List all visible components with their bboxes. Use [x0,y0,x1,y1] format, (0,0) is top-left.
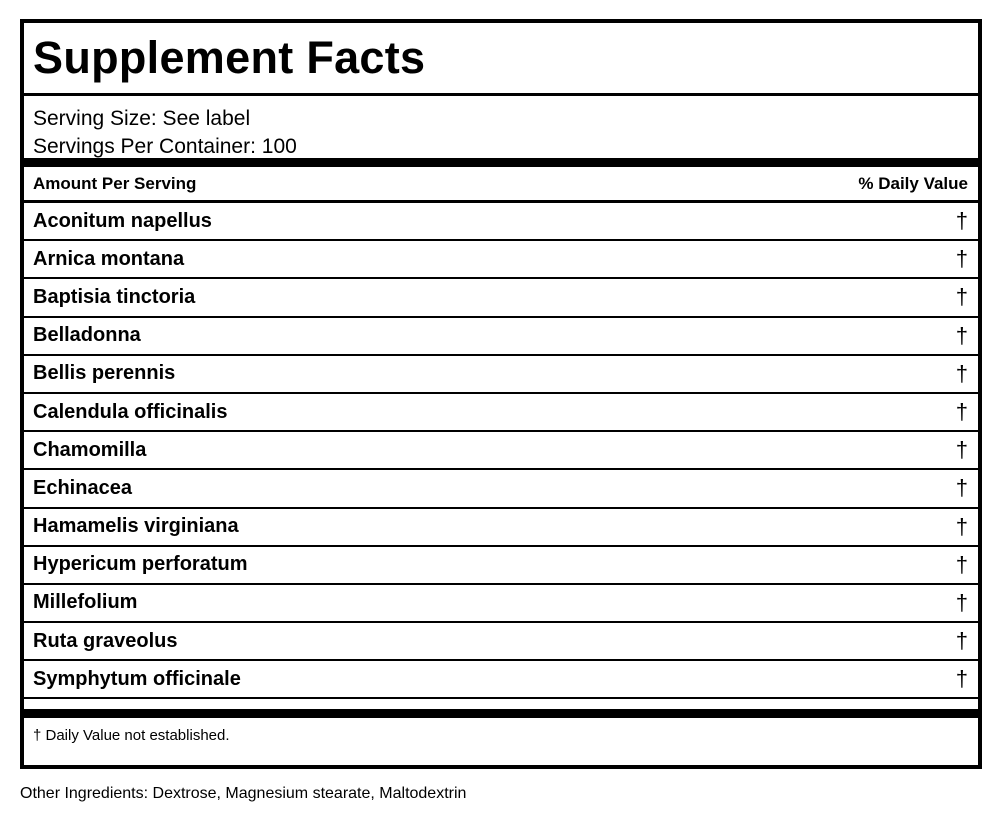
serving-size: Serving Size: See label [33,107,251,130]
amount-per-serving-header: Amount Per Serving [33,173,197,193]
ingredient-row [24,241,978,279]
other-ingredients: Other Ingredients: Dextrose, Magnesium stearate, Maltodextrin [20,785,467,802]
ingredient-name: Hypericum perforatum [33,553,248,576]
ingredient-daily-value: † [955,246,968,272]
ingredient-name: Belladonna [33,324,141,347]
ingredient-name: Arnica montana [33,247,185,270]
ingredient-row [24,318,978,356]
ingredient-name: Ruta graveolus [33,629,178,652]
ingredient-row [24,394,978,432]
ingredient-daily-value: † [955,628,968,654]
divider-bar [24,709,978,718]
ingredient-name: Calendula officinalis [33,400,228,423]
ingredient-name: Chamomilla [33,438,147,461]
supplement-facts-panel [20,19,982,769]
ingredient-row [24,356,978,394]
ingredient-daily-value: † [955,399,968,425]
ingredient-row [24,203,978,241]
ingredient-daily-value: † [955,322,968,348]
ingredient-name: Bellis perennis [33,362,176,385]
ingredient-name: Baptisia tinctoria [33,285,196,308]
panel-title: Supplement Facts [24,23,978,96]
column-header-row [24,167,978,203]
ingredient-daily-value: † [955,208,968,234]
ingredient-row [24,509,978,547]
servings-per-container: Servings Per Container: 100 [33,135,297,158]
ingredient-daily-value: † [955,360,968,386]
ingredient-row [24,279,978,317]
ingredient-daily-value: † [955,551,968,577]
ingredient-name: Symphytum officinale [33,667,241,690]
ingredient-daily-value: † [955,284,968,310]
ingredient-row [24,470,978,508]
serving-info [24,96,978,167]
ingredient-daily-value: † [955,513,968,539]
ingredient-name: Hamamelis virginiana [33,515,239,538]
ingredient-list [24,203,978,699]
ingredient-daily-value: † [955,475,968,501]
ingredient-daily-value: † [955,589,968,615]
ingredient-name: Aconitum napellus [33,209,212,232]
footnote: † Daily Value not established. [33,727,230,745]
ingredient-daily-value: † [955,666,968,692]
ingredient-name: Millefolium [33,591,138,614]
ingredient-row [24,661,978,699]
ingredient-row [24,547,978,585]
ingredient-daily-value: † [955,437,968,463]
ingredient-name: Echinacea [33,476,132,499]
ingredient-row [24,623,978,661]
ingredient-row [24,432,978,470]
ingredient-row [24,585,978,623]
daily-value-header: % Daily Value [858,173,968,193]
